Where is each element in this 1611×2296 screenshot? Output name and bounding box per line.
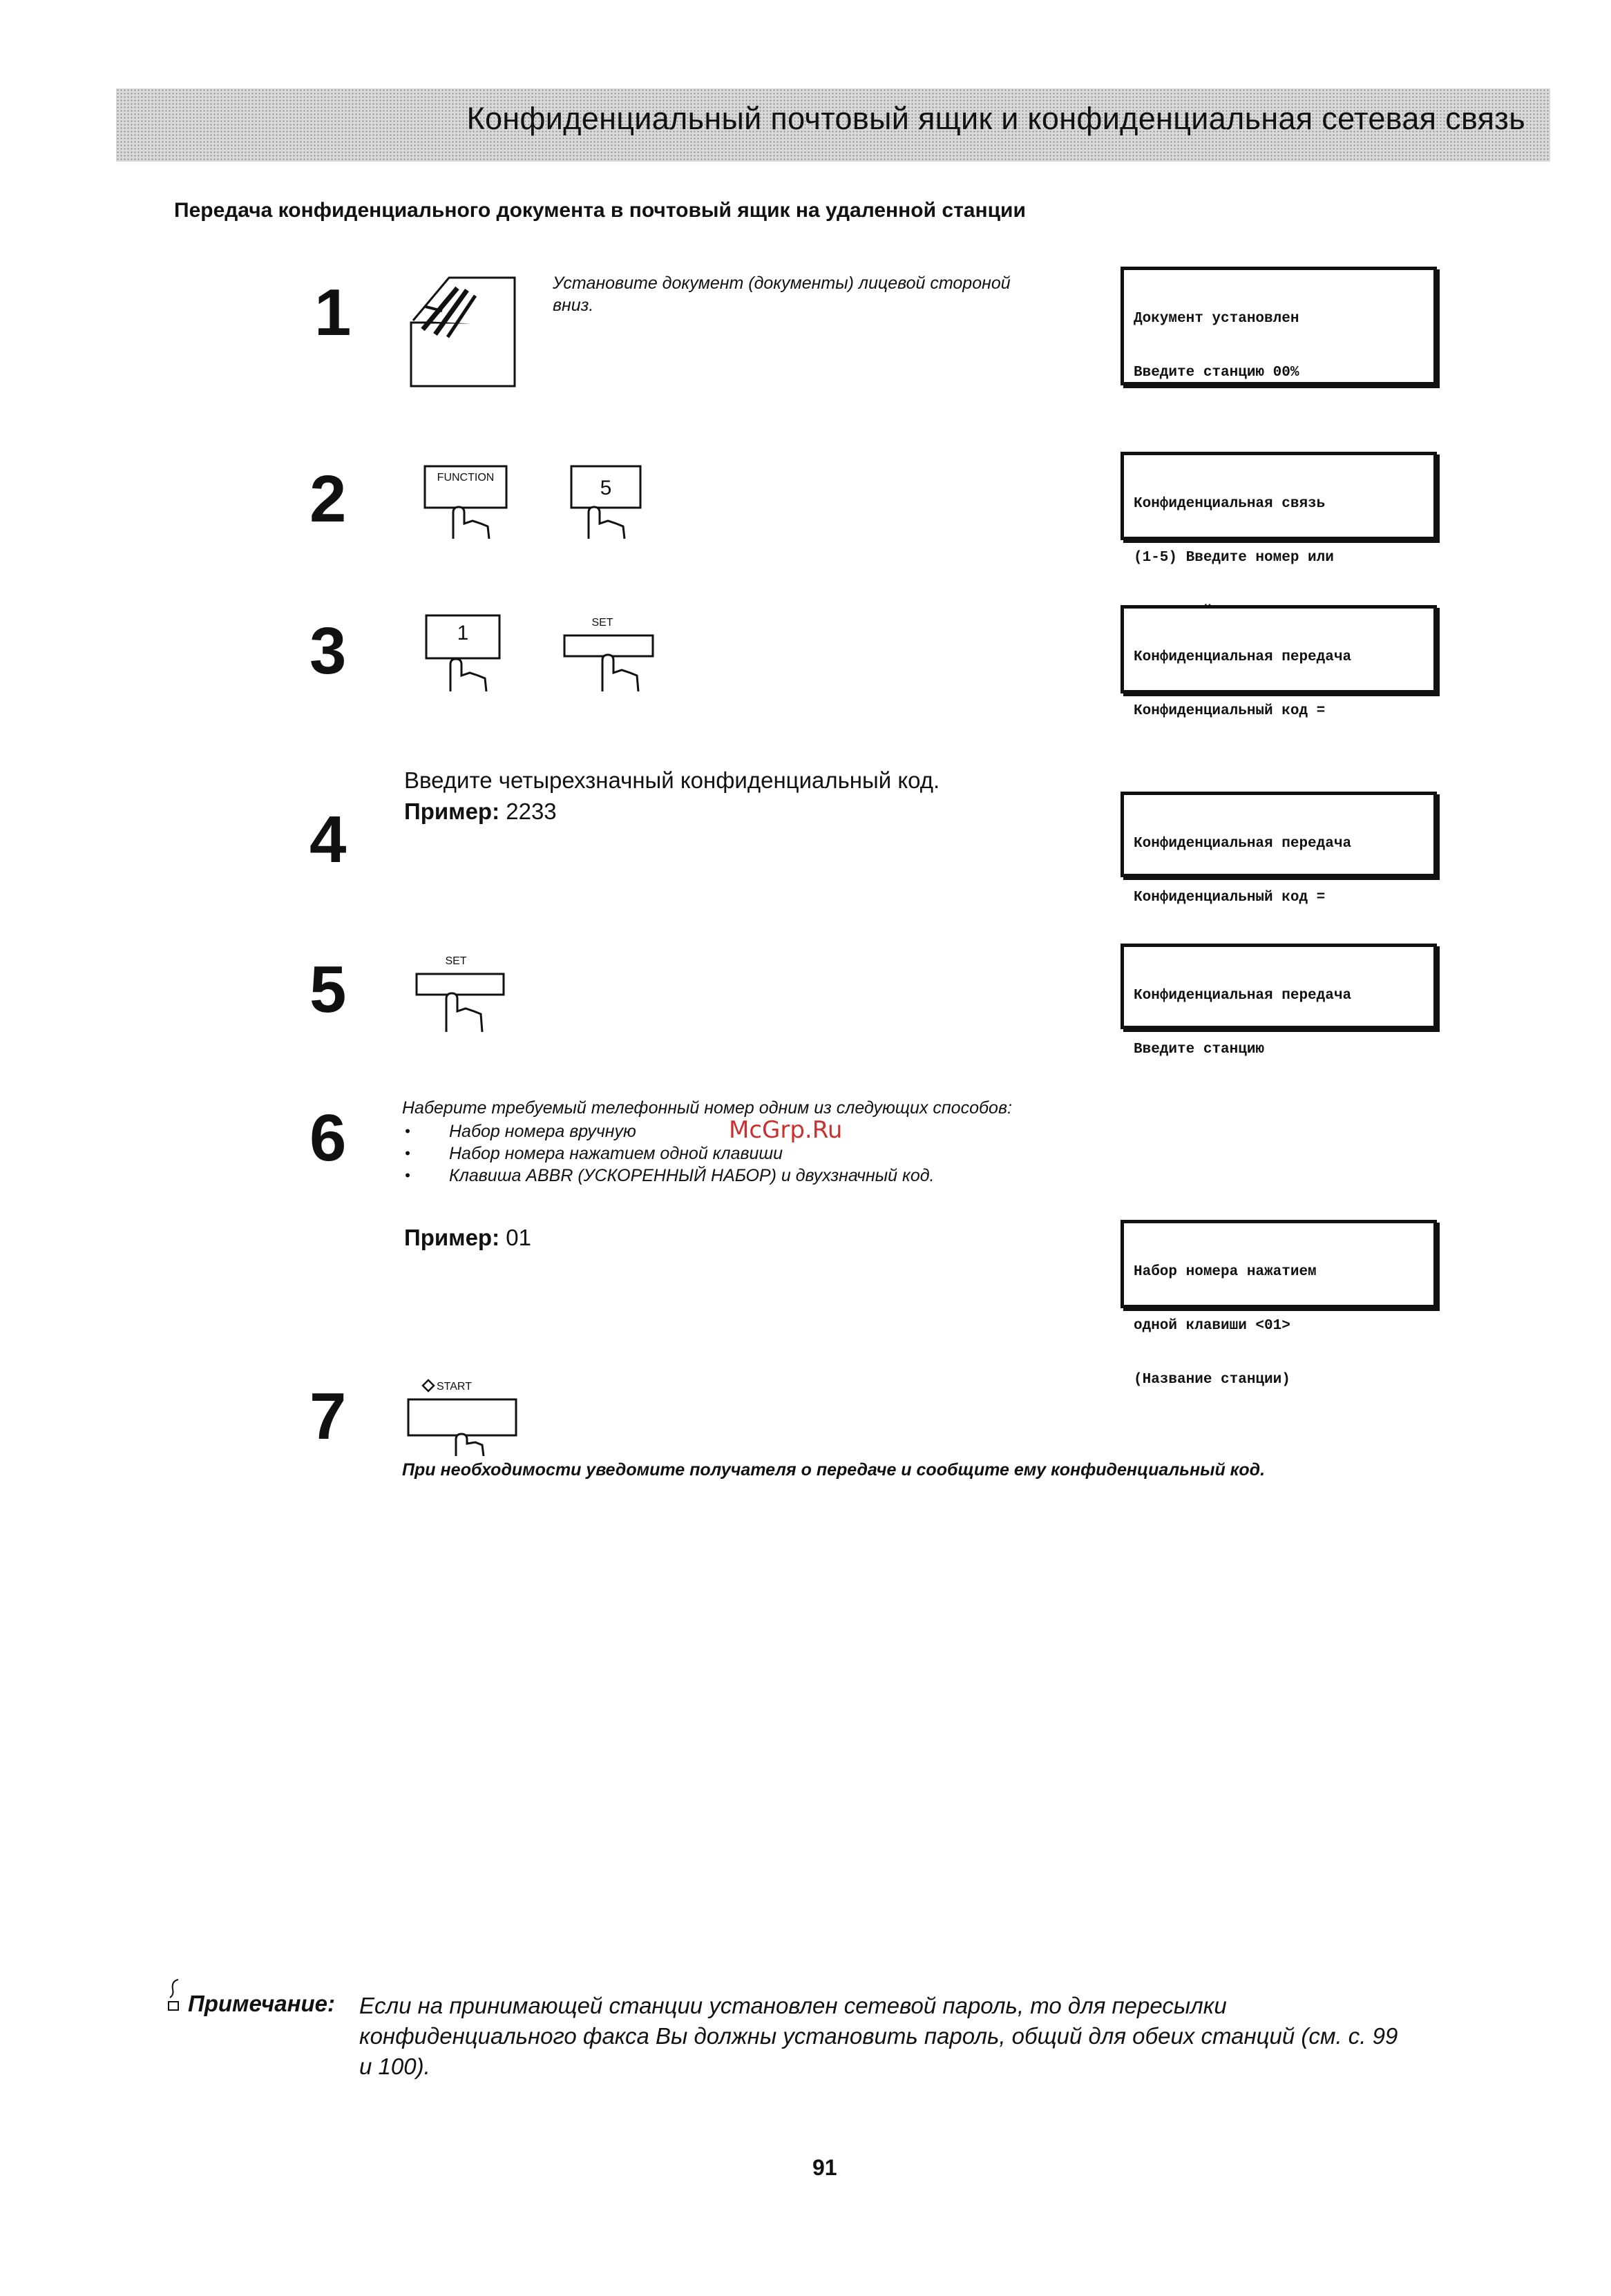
lcd-line: Конфиденциальный код = — [1134, 890, 1326, 906]
step-3-number: 3 — [309, 614, 347, 688]
note-label: Примечание: — [188, 1991, 336, 2016]
lcd-display-step-6 — [1121, 1220, 1437, 1388]
note-line: Если на принимающей станции установлен сетевой пароль, то для пересылки — [359, 1993, 1227, 2018]
lcd-display-step-4 — [1121, 792, 1437, 906]
set-key-label: SET — [445, 955, 467, 967]
page-title: Конфиденциальный почтовый ящик и конфиденциальная сетевая связь — [466, 101, 1525, 136]
lcd-line: Конфиденциальный код = — [1134, 703, 1326, 719]
note-line: конфиденциального факса Вы должны установить пароль, общий для обеих станций (см. с. 99 — [359, 2023, 1398, 2049]
digit-5-key-label: 5 — [600, 477, 612, 499]
lcd-display-step-2 — [1121, 452, 1437, 566]
page-number: 91 — [812, 2155, 837, 2180]
lcd-line: Документ установлен — [1134, 311, 1299, 327]
step-1-instruction — [553, 272, 1092, 316]
digit-1-key-icon[interactable] — [423, 612, 506, 698]
step-4-instruction: Введите четырехзначный конфиденциальный код. — [404, 767, 940, 793]
list-item: • Набор номера вручную — [402, 1120, 1162, 1142]
digit-5-key-icon[interactable] — [568, 463, 651, 546]
set-key-icon[interactable] — [413, 950, 510, 1037]
function-key-label: FUNCTION — [437, 472, 495, 484]
lcd-line: Конфиденциальная передача — [1134, 836, 1352, 852]
start-key-label: START — [437, 1381, 472, 1393]
step-1-number: 1 — [314, 276, 352, 350]
note-line: и 100). — [359, 2054, 430, 2079]
lcd-line: Конфиденциальная связь — [1134, 496, 1326, 512]
lcd-line: Конфиденциальная передача — [1134, 649, 1352, 665]
lcd-line: (Название станции) — [1134, 1372, 1290, 1388]
lcd-line: Введите станцию — [1134, 1042, 1265, 1058]
function-key-icon[interactable] — [421, 463, 511, 546]
document-feed-icon — [408, 271, 518, 390]
step-6-number: 6 — [309, 1101, 347, 1175]
step-6-example — [404, 1223, 531, 1253]
step-7-number: 7 — [309, 1379, 347, 1453]
watermark: McGrp.Ru — [729, 1116, 843, 1144]
section-subtitle: Передача конфиденциального документа в почтовый ящик на удаленной станции — [174, 199, 1026, 222]
lcd-line: Введите станцию 00% — [1134, 365, 1299, 381]
list-item: • Набор номера нажатием одной клавиши — [402, 1142, 1162, 1165]
set-key-icon[interactable] — [561, 612, 658, 698]
start-key-icon[interactable] — [405, 1375, 522, 1457]
step-4-number: 4 — [309, 803, 347, 877]
list-item: • Клавиша ABBR (УСКОРЕННЫЙ НАБОР) и двухзначный код. — [402, 1165, 1162, 1187]
step-2-number: 2 — [309, 462, 347, 536]
set-key-label: SET — [591, 617, 613, 629]
example-label: Пример: — [404, 1225, 500, 1250]
step-5-number: 5 — [309, 953, 347, 1026]
step-7-text: При необходимости уведомите получателя о передаче и сообщите ему конфиденциальный код. — [402, 1460, 1266, 1480]
lcd-display-step-5 — [1121, 944, 1437, 1058]
example-label: Пример: — [404, 798, 500, 824]
header-band — [116, 88, 1550, 162]
note-pencil-icon — [166, 1977, 187, 2014]
note-text — [359, 1991, 1534, 2082]
lcd-line: одной клавиши <01> — [1134, 1318, 1290, 1334]
lcd-line: Конфиденциальная передача — [1134, 988, 1352, 1004]
example-value: 01 — [506, 1225, 531, 1250]
step-4-example — [404, 796, 557, 827]
lcd-line: Набор номера нажатием — [1134, 1264, 1317, 1280]
digit-1-key-label: 1 — [457, 622, 469, 644]
step-1-text-line: Установите документ (документы) лицевой стороной — [553, 274, 1011, 293]
step-1-text-line: вниз. — [553, 296, 594, 315]
lcd-display-step-3 — [1121, 605, 1437, 719]
example-value: 2233 — [506, 798, 557, 824]
lcd-line: (1-5) Введите номер или — [1134, 550, 1334, 566]
step-6-intro: Наберите требуемый телефонный номер одним из следующих способов: — [402, 1098, 1012, 1118]
lcd-display-step-1 — [1121, 267, 1437, 385]
